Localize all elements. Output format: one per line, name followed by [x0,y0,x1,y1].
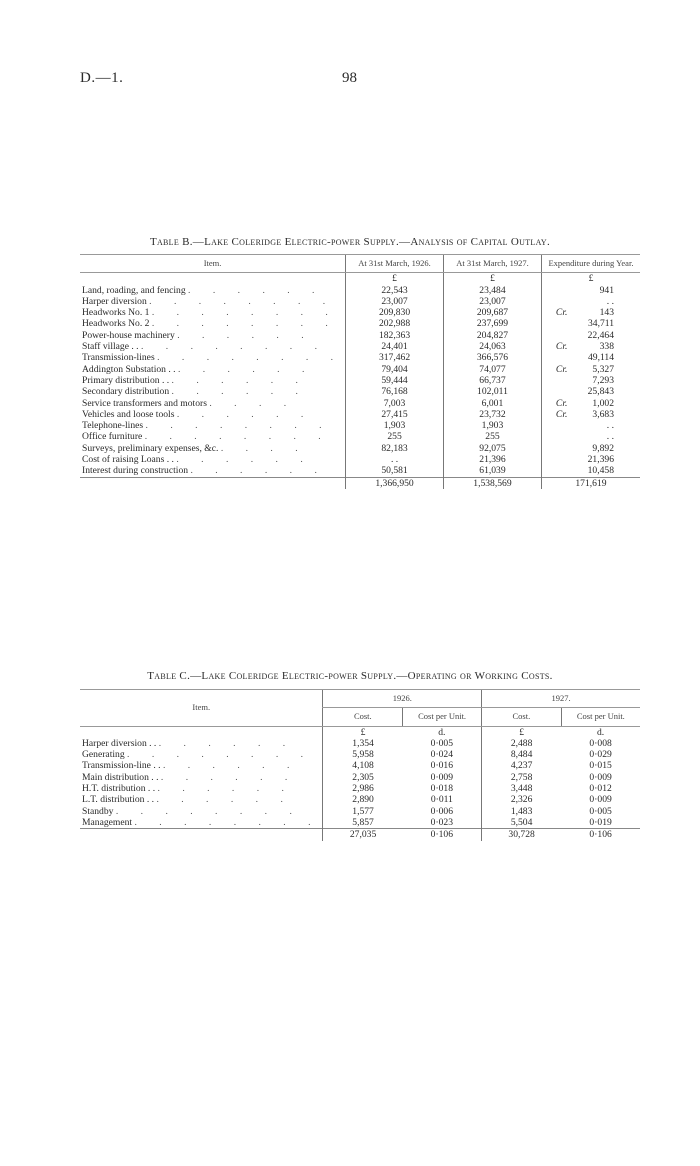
value-1927: 102,011 [444,386,542,397]
column-1927-header: At 31st March, 1927. [444,255,542,273]
year-1927-header: 1927. [482,690,640,708]
item-label: Main distribution . . [82,771,159,783]
leader-dots: . . . . [209,397,297,409]
expenditure-value: 22,464 [587,329,614,341]
leader-dots: . . . . . . [190,465,327,477]
table-row [80,749,640,760]
value-1926: 22,543 [346,285,444,296]
credit-marker: Cr. [555,341,568,353]
item-cell [80,398,346,409]
value-1927: 74,077 [444,364,542,375]
value-1926: 209,830 [346,307,444,318]
item-label: Harper diversion [82,295,147,307]
item-cell [80,386,346,397]
item-cell [80,285,346,296]
cost-1926: 5,857 [323,817,403,829]
item-label: L.T. distribution . . [82,794,155,806]
cost-1926: 4,108 [323,760,403,771]
value-1927: 24,063 [444,341,542,352]
table-row [80,760,640,771]
item-cell [80,409,346,420]
leader-dots: . . . . . . . . [149,295,336,307]
cost-per-unit-1926-header: Cost per Unit. [403,708,482,726]
page-header [72,70,632,90]
cost-1927: 2,326 [482,794,562,805]
item-cell [80,420,346,431]
value-1927: 23,484 [444,285,542,296]
table-row [80,318,640,329]
table-row [80,398,640,409]
table-row [80,409,640,420]
cost-1926: 5,958 [323,749,403,760]
value-1926: 23,007 [346,296,444,307]
expenditure-value: 25,843 [587,386,614,398]
unit-label: £ [444,273,542,285]
expenditure-value: . . [606,295,614,307]
item-label: Transmission-line . . [82,760,161,772]
value-1927: 6,001 [444,398,542,409]
item-cell [80,330,346,341]
item-cell [80,794,323,805]
expenditure-value: . . [606,431,614,443]
cost-per-unit-1926: 0·018 [430,783,454,795]
value-1926: 24,401 [346,341,444,352]
expenditure-cell [541,454,640,465]
value-1926: 202,988 [346,318,444,329]
value-1926: 59,444 [346,375,444,386]
item-cell [80,738,323,749]
expenditure-value: 338 [599,341,614,353]
expenditure-column-header: Expenditure during Year. [541,255,640,273]
credit-marker: Cr. [555,363,568,375]
value-1926: 7,003 [346,398,444,409]
item-label: Cost of raising Loans . . [82,454,174,466]
item-cell [80,806,323,817]
cost-1926: 1,577 [323,806,403,817]
item-cell [80,341,346,352]
table-b-total-row [80,477,640,489]
leader-dots: . . . . . . [171,386,308,398]
cost-1926: 2,986 [323,783,403,794]
leader-dots: . . . . . . [177,329,314,341]
expenditure-value: 9,892 [592,442,614,454]
table-row [80,307,640,318]
item-label: Interest during construction [82,465,189,477]
item-cell [80,749,323,760]
expenditure-cell [541,431,640,442]
table-row [80,296,640,307]
year-1926-header: 1926. [323,690,482,708]
leader-dots: . . . . . . [188,284,325,296]
item-label: H.T. distribution . . [82,783,156,795]
table-row [80,285,640,296]
item-label: Power-house machinery [82,329,175,341]
cost-1926: 2,890 [323,794,403,805]
cost-1927-header: Cost. [482,708,562,726]
item-label: Addington Substation . . [82,363,176,375]
column-1926-header: At 31st March, 1926. [346,255,444,273]
cost-per-unit-1927: 0·029 [589,749,612,761]
expenditure-value: 143 [599,307,614,319]
item-label: Secondary distribution [82,386,170,398]
cost-per-unit-1927: 0·009 [589,794,612,806]
cost-1926-header: Cost. [323,708,403,726]
total-cpu-1927: 0·106 [561,829,640,841]
item-cell [80,783,323,794]
item-label: Service transformers and motors [82,397,207,409]
credit-marker: Cr. [555,408,568,420]
cost-1927: 8,484 [482,749,562,760]
item-label: Surveys, preliminary expenses, &c. [82,442,219,454]
value-1927: 204,827 [444,330,542,341]
leader-dots: . . . . . . [158,737,296,749]
unit-label: £ [541,273,640,285]
table-b-title: Table B.—Lake Coleridge Electric-power Supply.—Analysis of Capital Outlay. [149,236,551,248]
table-row [80,738,640,749]
total-cpu-1926: 0·106 [403,829,482,841]
expenditure-cell [541,318,640,329]
value-1927: 66,737 [444,375,542,386]
value-1926: 82,183 [346,443,444,454]
leader-dots: . . . . . . [162,760,300,772]
expenditure-cell [541,330,640,341]
total-1926: 1,366,950 [346,477,444,489]
value-1927: 21,396 [444,454,542,465]
value-1927: 61,039 [444,465,542,477]
expenditure-cell [541,465,640,477]
value-1927: 92,075 [444,443,542,454]
expenditure-value: 49,114 [587,352,614,364]
expenditure-cell [541,364,640,375]
item-cell [80,296,346,307]
cost-1927: 1,483 [482,806,562,817]
table-row [80,443,640,454]
cost-per-unit-1926: 0·006 [430,805,454,817]
cost-per-unit-1926: 0·024 [430,749,454,761]
cost-1926: 1,354 [323,738,403,749]
item-cell [80,454,346,465]
leader-dots: . . . . . . . . [144,431,331,443]
leader-dots: . . . . . . [157,783,294,795]
total-expenditure: 171,619 [541,477,640,489]
item-label: Management [82,816,133,828]
value-1926: 76,168 [346,386,444,397]
table-row [80,330,640,341]
leader-dots: . . . . . . . . [145,420,332,432]
table-row [80,375,640,386]
expenditure-value: 21,396 [587,454,614,466]
value-1926: . . [346,454,444,465]
cost-per-unit-1927: 0·019 [589,816,612,828]
leader-dots: . . . . . . . . [157,352,344,364]
item-label: Generating [82,749,125,761]
item-label: Office furniture [82,431,143,443]
item-column-header: Item. [80,690,323,727]
leader-dots: . . . . . . [176,408,314,420]
item-cell [80,307,346,318]
value-1927: 23,732 [444,409,542,420]
cost-per-unit-1927: 0·005 [589,805,612,817]
leader-dots: . . . . [220,442,308,454]
leader-dots: . . . . . . . . [115,805,302,817]
table-row [80,465,640,477]
value-1926: 255 [346,431,444,442]
item-label: Harper diversion . . [82,737,157,749]
leader-dots: . . . . . . . . [134,816,321,828]
expenditure-cell [541,420,640,431]
expenditure-cell [541,352,640,363]
expenditure-cell [541,285,640,296]
value-1927: 1,903 [444,420,542,431]
value-1926: 79,404 [346,364,444,375]
expenditure-cell [541,375,640,386]
cost-per-unit-1926: 0·009 [430,771,454,783]
value-1927: 209,687 [444,307,542,318]
leader-dots: . . . . . . [176,454,313,466]
item-cell [80,465,346,477]
value-1926: 1,903 [346,420,444,431]
unit-label: d. [597,726,605,738]
item-label: Headworks No. 2 [82,318,150,330]
item-cell [80,817,323,829]
item-column-header: Item. [80,255,346,273]
item-cell [80,318,346,329]
expenditure-value: 1,002 [592,397,614,409]
cost-per-unit-1926: 0·023 [430,816,454,828]
item-cell [80,375,346,386]
table-row [80,794,640,805]
item-label: Staff village . . [82,341,139,353]
page-number: 98 [342,70,357,86]
item-label: Land, roading, and fencing [82,284,186,296]
total-cost-1927: 30,728 [482,829,562,841]
cost-per-unit-1927: 0·008 [589,737,612,749]
table-row [80,772,640,783]
cost-per-unit-1927: 0·015 [589,760,612,772]
cost-1927: 5,504 [482,817,562,829]
total-1927: 1,538,569 [444,477,542,489]
value-1926: 317,462 [346,352,444,363]
table-c-year-row [80,690,640,708]
item-label: Transmission-lines [82,352,155,364]
item-cell [80,364,346,375]
expenditure-cell [541,443,640,454]
expenditure-value: 34,711 [587,318,614,330]
table-row [80,806,640,817]
expenditure-cell [541,398,640,409]
unit-row [80,273,640,285]
value-1926: 182,363 [346,330,444,341]
table-c-total-row [80,829,640,841]
expenditure-value: 7,293 [592,374,614,386]
cost-1927: 3,448 [482,783,562,794]
leader-dots: . . . . . . [177,363,315,375]
table-row [80,386,640,397]
item-label: Vehicles and loose tools [82,408,175,420]
item-label: Headworks No. 1 [82,307,150,319]
table-row [80,817,640,829]
page-reference: D.—1. [80,70,124,86]
leader-dots: . . . . . . . . [151,318,338,330]
expenditure-value: 5,327 [592,363,614,375]
table-row [80,454,640,465]
cost-per-unit-1927: 0·009 [589,771,612,783]
leader-dots: . . . . . . . . [151,307,338,319]
table-row [80,431,640,442]
cost-per-unit-1926: 0·005 [430,737,454,749]
item-cell [80,443,346,454]
cost-per-unit-1927: 0·012 [589,783,612,795]
table-row [80,420,640,431]
leader-dots: . . . . . . . . [140,341,327,353]
leader-dots: . . . . . . [160,771,298,783]
value-1926: 50,581 [346,465,444,477]
table-row [80,364,640,375]
unit-label: £ [346,273,444,285]
total-cost-1926: 27,035 [323,829,403,841]
unit-row [80,726,640,738]
table-row [80,783,640,794]
expenditure-value: 10,458 [587,465,614,477]
leader-dots: . . . . . . . . [127,749,314,761]
expenditure-cell [541,409,640,420]
item-cell [80,431,346,442]
unit-label: £ [482,726,562,738]
item-label: Standby [82,805,114,817]
value-1927: 237,699 [444,318,542,329]
cost-per-unit-1926: 0·016 [430,760,454,772]
credit-marker: Cr. [555,397,568,409]
item-label: Primary distribution . . [82,374,170,386]
expenditure-value: 3,683 [592,408,614,420]
cost-1927: 4,237 [482,760,562,771]
table-row [80,352,640,363]
credit-marker: Cr. [555,307,568,319]
leader-dots: . . . . . . [171,374,308,386]
expenditure-cell [541,307,640,318]
cost-per-unit-1927-header: Cost per Unit. [561,708,640,726]
table-b-header-row [80,255,640,273]
value-1927: 23,007 [444,296,542,307]
expenditure-value: 941 [599,284,614,296]
item-cell [80,760,323,771]
cost-per-unit-1926: 0·011 [430,794,453,806]
expenditure-value: . . [606,420,614,432]
leader-dots: . . . . . . [156,794,293,806]
value-1926: 27,415 [346,409,444,420]
value-1927: 366,576 [444,352,542,363]
unit-label: d. [438,726,446,738]
capital-outlay-table [80,254,640,489]
expenditure-cell [541,296,640,307]
item-cell [80,352,346,363]
unit-label: £ [323,726,403,738]
value-1927: 255 [444,431,542,442]
cost-1927: 2,488 [482,738,562,749]
expenditure-cell [541,341,640,352]
table-c-title: Table C.—Lake Coleridge Electric-power Supply.—Operating or Working Costs. [147,670,553,682]
cost-1926: 2,305 [323,772,403,783]
item-label: Telephone-lines [82,420,144,432]
working-costs-table [80,689,640,841]
cost-1927: 2,758 [482,772,562,783]
expenditure-cell [541,386,640,397]
item-cell [80,772,323,783]
table-row [80,341,640,352]
